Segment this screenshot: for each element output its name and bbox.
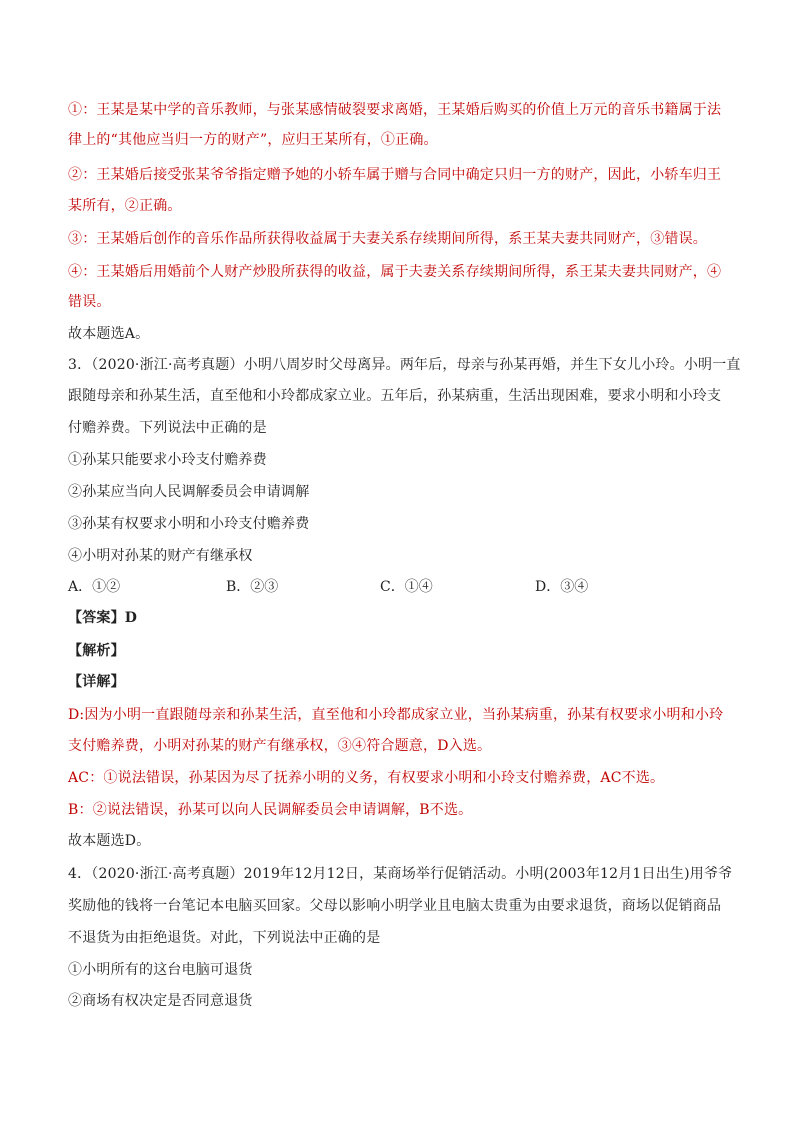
analysis-line: ④：王某婚后用婚前个人财产炒股所获得的收益，属于夫妻关系存续期间所得，系王某夫妻共同财产，④ — [68, 264, 722, 280]
option-a: A．①② — [68, 579, 121, 595]
option-c: C．①④ — [380, 579, 433, 595]
detail-heading: 【详解】 — [68, 674, 125, 690]
option-b: B．②③ — [226, 579, 279, 595]
question-item: ①孙某只能要求小玲支付赡养费 — [68, 452, 267, 468]
detail-line: D:因为小明一直跟随母亲和孙某生活，直至他和小玲都成家立业，当孙某病重，孙某有权要求小明和小玲 — [68, 707, 724, 723]
detail-line: AC：①说法错误，孙某因为尽了抚养小明的义务，有权要求小明和小玲支付赡养费，AC不选。 — [68, 770, 665, 786]
question-stem-line: 4．（2020·浙江·高考真题）2019年12月12日，某商场举行促销活动。小明(2003年12月1日出生)用爷爷 — [68, 866, 733, 882]
question-item: ④小明对孙某的财产有继承权 — [68, 548, 253, 564]
analysis-line: 律上的“其他应当归一方的财产”，应归王某所有，①正确。 — [68, 132, 438, 148]
question-item: ②孙某应当向人民调解委员会申请调解 — [68, 484, 310, 500]
conclusion-text: 故本题选A。 — [68, 326, 150, 342]
question-stem-line: 奖励他的钱将一台笔记本电脑买回家。父母以影响小明学业且电脑太贵重为由要求退货，商场以促销商品 — [68, 898, 722, 914]
question-stem-line: 付赡养费。下列说法中正确的是 — [68, 420, 267, 436]
question-stem-line: 不退货为由拒绝退货。对此，下列说法中正确的是 — [68, 930, 381, 946]
question-item: ③孙某有权要求小明和小玲支付赡养费 — [68, 516, 310, 532]
question-item: ②商场有权决定是否同意退货 — [68, 993, 253, 1009]
detail-line: B：②说法错误，孙某可以向人民调解委员会申请调解，B不选。 — [68, 802, 473, 818]
analysis-heading: 【解析】 — [68, 643, 125, 659]
analysis-line: 错误。 — [68, 294, 111, 310]
analysis-line: 某所有，②正确。 — [68, 198, 182, 214]
analysis-line: ①：王某是某中学的音乐教师，与张某感情破裂要求离婚，王某婚后购买的价值上万元的音乐书籍属于法 — [68, 102, 722, 118]
answer-text: 【答案】D — [68, 610, 138, 626]
question-stem-line: 3．（2020·浙江·高考真题）小明八周岁时父母离异。两年后，母亲与孙某再婚，并生下女儿小玲。小明一直 — [68, 357, 741, 373]
conclusion-text: 故本题选D。 — [68, 833, 151, 849]
analysis-line: ②：王某婚后接受张某爷爷指定赠予她的小轿车属于赠与合同中确定只归一方的财产，因此，小轿车归王 — [68, 167, 722, 183]
detail-line: 支付赡养费，小明对孙某的财产有继承权，③④符合题意，D入选。 — [68, 738, 492, 754]
analysis-line: ③：王某婚后创作的音乐作品所获得收益属于夫妻关系存续期间所得，系王某夫妻共同财产，③错误。 — [68, 231, 707, 247]
option-d: D．③④ — [535, 579, 589, 595]
question-item: ①小明所有的这台电脑可退货 — [68, 962, 253, 978]
question-stem-line: 跟随母亲和孙某生活，直至他和小玲都成家立业。五年后，孙某病重，生活出现困难，要求小明和小玲支 — [68, 388, 722, 404]
